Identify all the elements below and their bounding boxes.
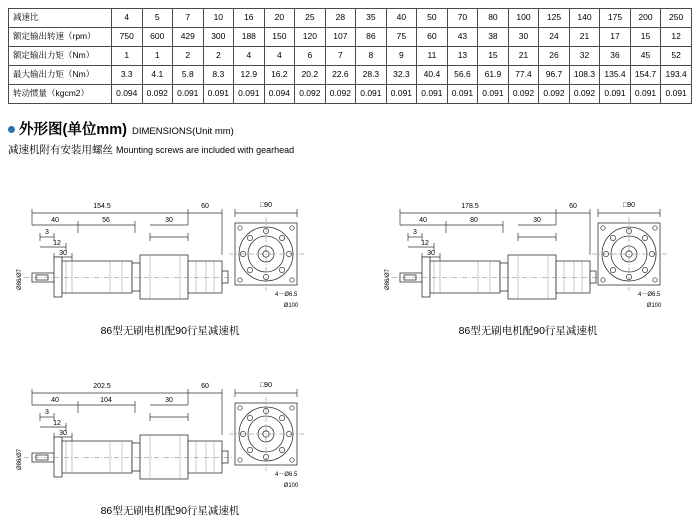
table-cell: 8 (356, 47, 387, 66)
table-cell: 50 (417, 9, 448, 28)
dim-hole-note-1: 4－Ø6.5 (275, 292, 298, 298)
row-label: 减速比 (9, 9, 112, 28)
dim-total-length-1: 154.5 (93, 203, 111, 210)
table-cell: 0.091 (203, 85, 234, 104)
dimensions-section-note (8, 142, 294, 157)
table-cell: 0.094 (264, 85, 295, 104)
table-cell: 43 (447, 28, 478, 47)
dimension-drawing-front-3 (215, 375, 325, 495)
table-cell: 188 (234, 28, 265, 47)
table-cell: 36 (600, 47, 631, 66)
table-cell: 7 (173, 9, 204, 28)
dim-a-3: 40 (51, 397, 59, 404)
table-cell: 150 (264, 28, 295, 47)
table-cell: 96.7 (539, 66, 570, 85)
table-cell: 9 (386, 47, 417, 66)
table-cell: 80 (478, 9, 509, 28)
dim-front-width-1: □90 (259, 202, 273, 209)
dim-e-3: 3 (45, 409, 49, 416)
table-row (9, 66, 692, 85)
table-row (9, 47, 692, 66)
table-cell: 2 (203, 47, 234, 66)
dim-total-length-2: 178.5 (461, 203, 479, 210)
table-cell: 4 (264, 47, 295, 66)
dim-c-2: 30 (533, 217, 541, 224)
table-cell: 70 (447, 9, 478, 28)
table-cell: 5 (142, 9, 173, 28)
table-cell: 120 (295, 28, 326, 47)
table-cell: 6 (295, 47, 326, 66)
dim-c-3: 30 (165, 397, 173, 404)
table-cell: 20 (264, 9, 295, 28)
table-cell: 28 (325, 9, 356, 28)
table-cell: 0.092 (539, 85, 570, 104)
table-cell: 35 (356, 9, 387, 28)
dim-front-width-3: □90 (259, 382, 273, 389)
table-cell: 1 (142, 47, 173, 66)
dim-front-width-2: □90 (622, 202, 636, 209)
table-cell: 26 (539, 47, 570, 66)
table-cell: 24 (539, 28, 570, 47)
section-title-en: DIMENSIONS(Unit mm) (131, 126, 234, 137)
table-cell: 107 (325, 28, 356, 47)
table-cell: 32 (569, 47, 600, 66)
dim-a-2: 40 (419, 217, 427, 224)
table-cell: 10 (203, 9, 234, 28)
table-cell: 30 (508, 28, 539, 47)
table-cell: 0.091 (386, 85, 417, 104)
specification-table-body (9, 9, 692, 104)
drawing-caption-3: 86型无刷电机配90行星减速机 (100, 505, 240, 517)
dim-e-1: 3 (45, 229, 49, 236)
dim-b-3: 104 (100, 397, 112, 404)
dim-bolt-circle-1: Ø100 (283, 303, 299, 309)
drawing-caption-1: 86型无刷电机配90行星减速机 (100, 325, 240, 337)
table-cell: 15 (478, 47, 509, 66)
table-cell: 250 (661, 9, 692, 28)
table-cell: 75 (386, 28, 417, 47)
dim-b-2: 80 (470, 217, 478, 224)
section-title-cn: 外形图(单位mm) (19, 122, 127, 138)
row-label: 最大输出力矩（Nm） (9, 66, 112, 85)
table-cell: 0.091 (234, 85, 265, 104)
dim-f-3: 12 (53, 420, 61, 427)
dim-f-1: 12 (53, 240, 61, 247)
table-cell: 16 (234, 9, 265, 28)
table-cell: 21 (508, 47, 539, 66)
drawing-block-1-front (215, 195, 325, 315)
row-label: 额定输出转速（rpm） (9, 28, 112, 47)
table-cell: 7 (325, 47, 356, 66)
section-note-en: Mounting screws are included with gearhead (116, 145, 295, 155)
dim-hole-note-2: 4－Ø6.5 (638, 292, 661, 298)
table-cell: 11 (417, 47, 448, 66)
dimension-drawing-front-2 (578, 195, 688, 315)
table-row (9, 28, 692, 47)
dim-c-1: 30 (165, 217, 173, 224)
table-cell: 193.4 (661, 66, 692, 85)
dim-hole-note-3: 4－Ø6.5 (275, 472, 298, 478)
table-cell: 25 (295, 9, 326, 28)
dim-a-1: 40 (51, 217, 59, 224)
table-cell: 600 (142, 28, 173, 47)
table-cell: 0.092 (295, 85, 326, 104)
table-cell: 5.8 (173, 66, 204, 85)
dim-shaft-3: Ø86/Ø7 (17, 448, 23, 470)
drawing-block-2-front (578, 195, 688, 315)
table-cell: 13 (447, 47, 478, 66)
dimension-drawing-front-1 (215, 195, 325, 315)
table-cell: 16.2 (264, 66, 295, 85)
table-cell: 0.091 (478, 85, 509, 104)
table-cell: 0.091 (630, 85, 661, 104)
dim-bolt-circle-3: Ø100 (283, 483, 299, 489)
table-cell: 100 (508, 9, 539, 28)
table-cell: 108.3 (569, 66, 600, 85)
table-cell: 135.4 (600, 66, 631, 85)
table-cell: 140 (569, 9, 600, 28)
dim-d-3: 60 (201, 383, 209, 390)
table-cell: 0.091 (417, 85, 448, 104)
table-cell: 2 (173, 47, 204, 66)
table-cell: 0.091 (356, 85, 387, 104)
table-cell: 1 (112, 47, 143, 66)
table-cell: 20.2 (295, 66, 326, 85)
table-cell: 0.091 (600, 85, 631, 104)
table-cell: 32.3 (386, 66, 417, 85)
table-cell: 40 (386, 9, 417, 28)
dim-f-2: 12 (421, 240, 429, 247)
dim-g-1: 30 (59, 250, 67, 257)
row-label: 额定输出力矩（Nm） (9, 47, 112, 66)
table-cell: 0.092 (325, 85, 356, 104)
table-cell: 38 (478, 28, 509, 47)
table-cell: 4 (112, 9, 143, 28)
specification-table-container (8, 8, 692, 104)
table-cell: 0.091 (173, 85, 204, 104)
dim-g-3: 30 (59, 430, 67, 437)
row-label: 转动惯量（kgcm2） (9, 85, 112, 104)
table-cell: 77.4 (508, 66, 539, 85)
dim-b-1: 56 (102, 217, 110, 224)
table-cell: 429 (173, 28, 204, 47)
dimensions-section-heading (8, 118, 234, 139)
table-cell: 17 (600, 28, 631, 47)
dim-bolt-circle-2: Ø100 (646, 303, 662, 309)
table-cell: 175 (600, 9, 631, 28)
table-cell: 15 (630, 28, 661, 47)
table-cell: 3.3 (112, 66, 143, 85)
table-cell: 86 (356, 28, 387, 47)
drawing-caption-2: 86型无刷电机配90行星减速机 (458, 325, 598, 337)
table-cell: 4.1 (142, 66, 173, 85)
dim-total-length-3: 202.5 (93, 383, 111, 390)
dim-d-1: 60 (201, 203, 209, 210)
table-cell: 45 (630, 47, 661, 66)
table-cell: 40.4 (417, 66, 448, 85)
table-cell: 52 (661, 47, 692, 66)
table-cell: 0.091 (661, 85, 692, 104)
table-row (9, 85, 692, 104)
table-cell: 0.092 (142, 85, 173, 104)
dim-shaft-1: Ø86/Ø7 (17, 268, 23, 290)
table-cell: 0.094 (112, 85, 143, 104)
specification-table (8, 8, 692, 104)
table-cell: 21 (569, 28, 600, 47)
table-cell: 0.091 (447, 85, 478, 104)
table-cell: 154.7 (630, 66, 661, 85)
table-cell: 200 (630, 9, 661, 28)
table-cell: 300 (203, 28, 234, 47)
table-row (9, 9, 692, 28)
table-cell: 4 (234, 47, 265, 66)
table-cell: 750 (112, 28, 143, 47)
drawing-block-3-front (215, 375, 325, 495)
table-cell: 8.3 (203, 66, 234, 85)
dim-d-2: 60 (569, 203, 577, 210)
dim-e-2: 3 (413, 229, 417, 236)
table-cell: 28.3 (356, 66, 387, 85)
table-cell: 61.9 (478, 66, 509, 85)
bullet-dot-icon (8, 126, 15, 133)
table-cell: 125 (539, 9, 570, 28)
table-cell: 0.092 (508, 85, 539, 104)
section-note-cn: 减速机附有安装用螺丝 (8, 144, 113, 156)
table-cell: 56.6 (447, 66, 478, 85)
dim-shaft-2: Ø86/Ø7 (385, 268, 391, 290)
table-cell: 22.6 (325, 66, 356, 85)
table-cell: 0.092 (569, 85, 600, 104)
table-cell: 12.9 (234, 66, 265, 85)
table-cell: 60 (417, 28, 448, 47)
table-cell: 12 (661, 28, 692, 47)
dim-g-2: 30 (427, 250, 435, 257)
